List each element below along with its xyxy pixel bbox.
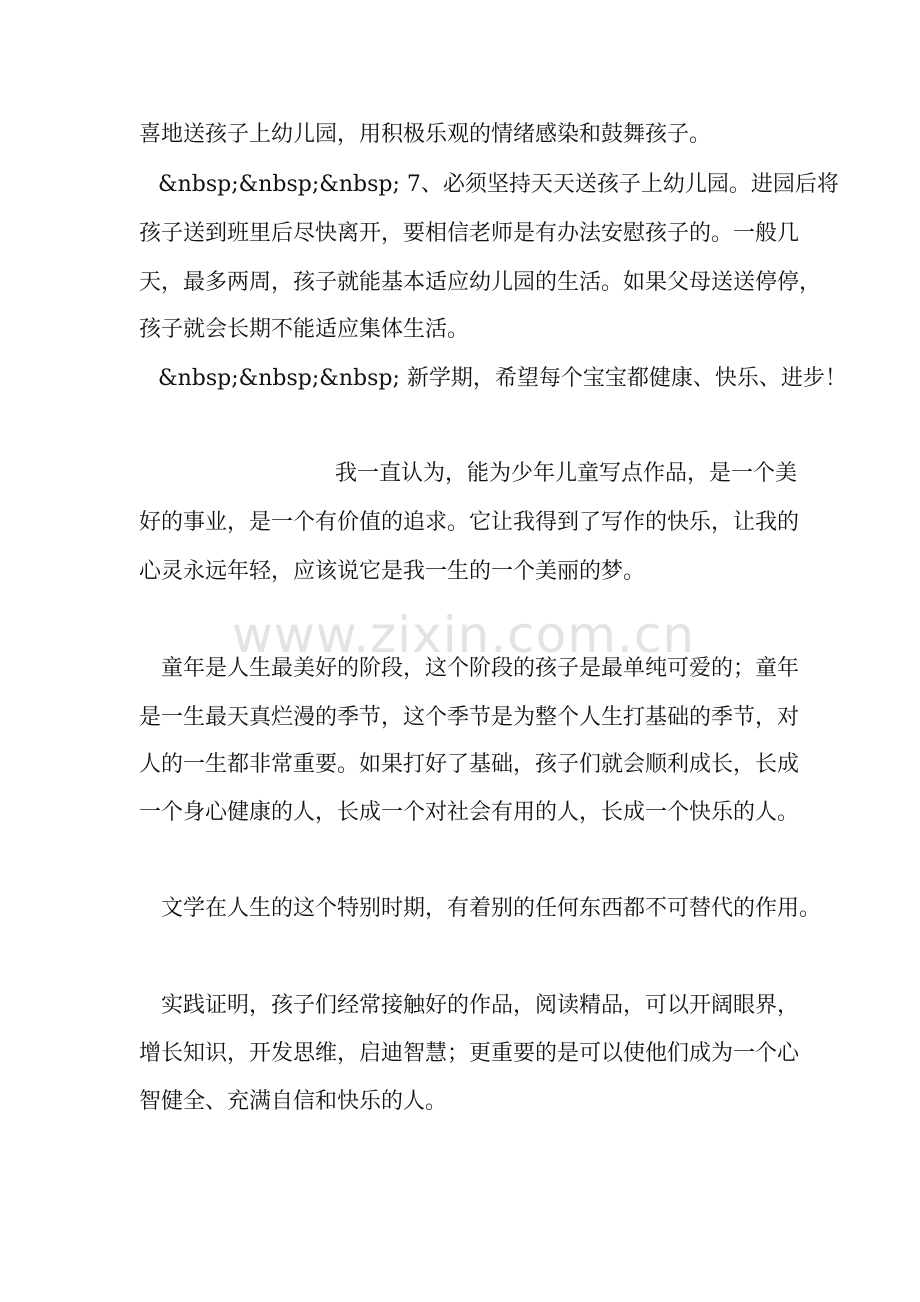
paragraph-7-line-1: 实践证明，孩子们经常接触好的作品，阅读精品，可以开阔眼界， [161, 993, 800, 1018]
paragraph-2-line-2: 孩子送到班里后尽快离开，要相信老师是有办法安慰孩子的。一般几 [139, 221, 800, 246]
watermark-text: www.zixin.com.cn [232, 606, 696, 664]
paragraph-3-line-1: &nbsp;&nbsp;&nbsp; 新学期，希望每个宝宝都健康、快乐、进步！ [158, 366, 847, 391]
paragraph-6-line-1: 文学在人生的这个特别时期，有着别的任何东西都不可替代的作用。 [161, 896, 822, 921]
paragraph-5-line-1: 童年是人生最美好的阶段，这个阶段的孩子是最单纯可爱的；童年 [161, 656, 800, 681]
paragraph-2-line-4: 孩子就会长期不能适应集体生活。 [139, 317, 470, 342]
paragraph-1-line-1: 喜地送孩子上幼儿园，用积极乐观的情绪感染和鼓舞孩子。 [139, 122, 712, 147]
paragraph-5-line-2: 是一生最天真烂漫的季节，这个季节是为整个人生打基础的季节，对 [139, 705, 800, 730]
paragraph-5-line-4: 一个身心健康的人，长成一个对社会有用的人，长成一个快乐的人。 [139, 800, 800, 825]
paragraph-7-line-2: 增长知识，开发思维，启迪智慧；更重要的是可以使他们成为一个心 [139, 1041, 800, 1066]
paragraph-4-line-1: 我一直认为，能为少年儿童写点作品，是一个美 [335, 461, 798, 486]
paragraph-4-line-3: 心灵永远年轻，应该说它是我一生的一个美丽的梦。 [139, 559, 646, 584]
paragraph-5-line-3: 人的一生都非常重要。如果打好了基础，孩子们就会顺利成长，长成 [139, 752, 800, 777]
paragraph-2-line-1: &nbsp;&nbsp;&nbsp; 7、必须坚持天天送孩子上幼儿园。进园后将 [158, 172, 839, 197]
paragraph-7-line-3: 智健全、充满自信和快乐的人。 [139, 1089, 448, 1114]
paragraph-2-line-3: 天，最多两周，孩子就能基本适应幼儿园的生活。如果父母送送停停， [139, 270, 822, 295]
paragraph-4-line-2: 好的事业，是一个有价值的追求。它让我得到了写作的快乐，让我的 [139, 510, 800, 535]
